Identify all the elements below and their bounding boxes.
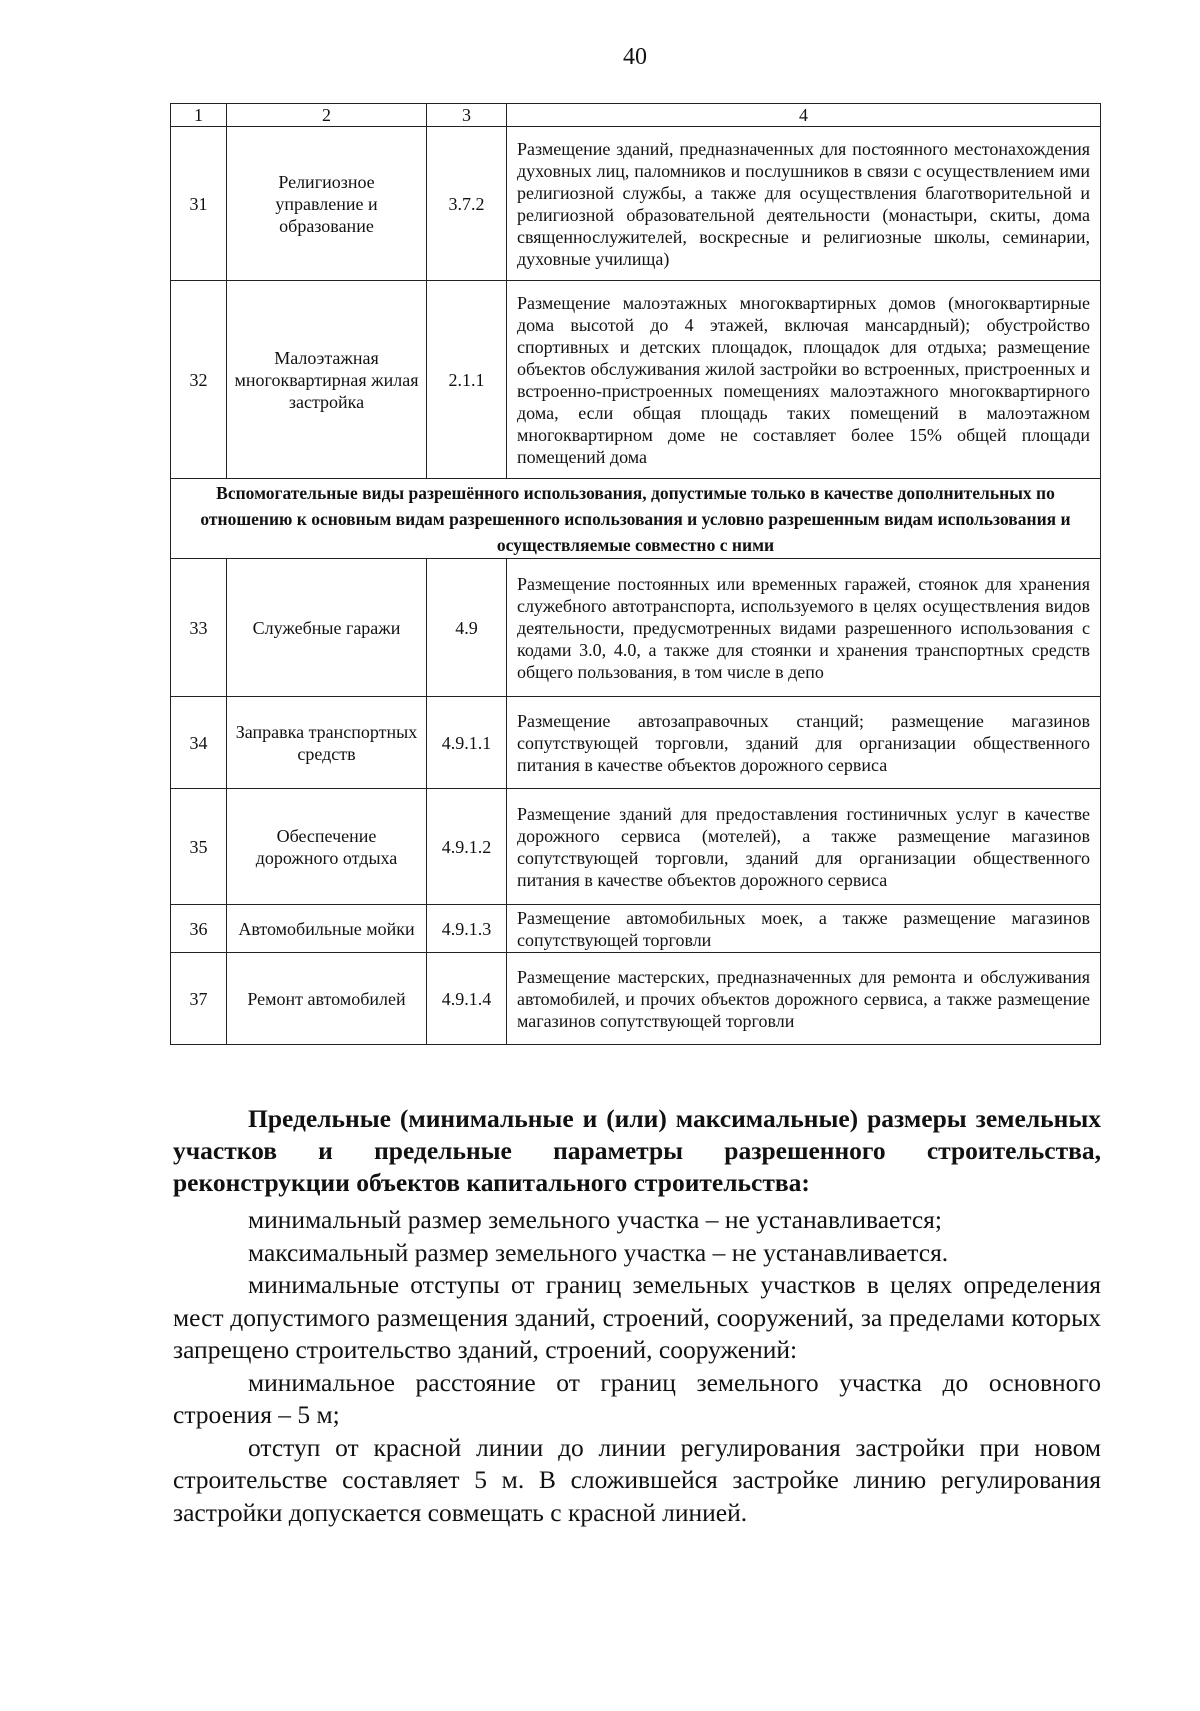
- table-row: [171, 281, 1101, 479]
- row-number: 32: [171, 281, 227, 479]
- paragraph: минимальное расстояние от границ земельного участка до основного строения – 5 м;: [173, 1367, 1101, 1429]
- use-type-code: 4.9.1.2: [427, 789, 507, 905]
- paragraph: минимальные отступы от границ земельных участков в целях определения мест допустимого размещения зданий, строений, сооружений, за пределами которых запрещено строительство зданий, строений, сооружений:: [173, 1270, 1101, 1364]
- use-type-name: Обеспечение дорожного отдыха: [227, 789, 427, 905]
- row-number: 35: [171, 789, 227, 905]
- table-row: [171, 559, 1101, 697]
- use-type-code: 4.9: [427, 559, 507, 697]
- paragraph: максимальный размер земельного участка – не устанавливается.: [248, 1237, 949, 1267]
- row-number: 33: [171, 559, 227, 697]
- section-heading-row: [171, 479, 1101, 559]
- table-row: [171, 697, 1101, 789]
- use-type-code: 4.9.1.1: [427, 697, 507, 789]
- row-number: 37: [171, 953, 227, 1045]
- use-type-name: Служебные гаражи: [227, 559, 427, 697]
- use-type-description: Размещение зданий для предоставления гостиничных услуг в качестве дорожного сервиса (мотелей), а также размещение магазинов сопутствующей торговли, зданий для организации общественного питания в качестве объектов дорожного сервиса: [507, 789, 1101, 905]
- table-row: [171, 905, 1101, 953]
- use-type-code: 4.9.1.4: [427, 953, 507, 1045]
- column-header-1: 1: [171, 104, 227, 127]
- use-type-name: Автомобильные мойки: [227, 905, 427, 953]
- use-type-description: Размещение малоэтажных многоквартирных домов (многоквартирные дома высотой до 4 этажей, включая мансардный); обустройство спортивных и детских площадок, площадок для отдыха; размещение объектов обслуживания жилой застройки во встроенных, пристроенных и встроенно-пристроенных помещениях малоэтажного многоквартирного дома, если общая площадь таких помещений в малоэтажном многоквартирном доме не составляет более 15% общей площади помещений дома: [507, 281, 1101, 479]
- section-heading: Вспомогательные виды разрешённого использования, допустимые только в качестве дополнительных по отношению к основным видам разрешенного использования и условно разрешенным видам использования и осуществляемые совместно с ними: [171, 479, 1101, 559]
- page-number: 40: [623, 44, 647, 70]
- column-header-3: 3: [427, 104, 507, 127]
- section-title: Предельные (минимальные и (или) максимальные) размеры земельных участков и предельные параметры разрешенного строительства, реконструкции объектов капитального строительства:: [173, 1104, 1101, 1197]
- table-row: [171, 127, 1101, 281]
- use-type-name: Ремонт автомобилей: [227, 953, 427, 1045]
- use-type-description: Размещение мастерских, предназначенных для ремонта и обслуживания автомобилей, и прочих объектов дорожного сервиса, а также размещение магазинов сопутствующей торговли: [507, 953, 1101, 1045]
- column-header-4: 4: [507, 104, 1101, 127]
- column-header-2: 2: [227, 104, 427, 127]
- table-row: [171, 953, 1101, 1045]
- land-use-table: [170, 103, 1101, 1045]
- row-number: 34: [171, 697, 227, 789]
- paragraph: отступ от красной линии до линии регулирования застройки при новом строительстве составляет 5 м. В сложившейся застройке линию регулирования застройки допускается совмещать с красной линией.: [173, 1432, 1101, 1527]
- use-type-name: Заправка транспортных средств: [227, 697, 427, 789]
- table-row: [171, 789, 1101, 905]
- use-type-name: Малоэтажная многоквартирная жилая застройка: [227, 281, 427, 479]
- use-type-code: 4.9.1.3: [427, 905, 507, 953]
- use-type-name: Религиозное управление и образование: [227, 127, 427, 281]
- use-type-description: Размещение автозаправочных станций; размещение магазинов сопутствующей торговли, зданий для организации общественного питания в качестве объектов дорожного сервиса: [507, 697, 1101, 789]
- use-type-code: 3.7.2: [427, 127, 507, 281]
- use-type-description: Размещение постоянных или временных гаражей, стоянок для хранения служебного автотранспорта, используемого в целях осуществления видов деятельности, предусмотренных видами разрешенного использования с кодами 3.0, 4.0, а также для стоянки и хранения транспортных средств общего пользования, в том числе в депо: [507, 559, 1101, 697]
- table-header-row: [171, 104, 1101, 127]
- use-type-description: Размещение зданий, предназначенных для постоянного местонахождения духовных лиц, паломников и послушников в связи с осуществлением ими религиозной службы, а также для осуществления благотворительной и религиозной образовательной деятельности (монастыри, скиты, дома священнослужителей, воскресные и религиозные школы, семинарии, духовные училища): [507, 127, 1101, 281]
- use-type-code: 2.1.1: [427, 281, 507, 479]
- paragraph: минимальный размер земельного участка – не устанавливается;: [248, 1205, 942, 1234]
- body-text: [173, 1204, 1101, 1529]
- row-number: 31: [171, 127, 227, 281]
- row-number: 36: [171, 905, 227, 953]
- use-type-description: Размещение автомобильных моек, а также размещение магазинов сопутствующей торговли: [507, 905, 1101, 953]
